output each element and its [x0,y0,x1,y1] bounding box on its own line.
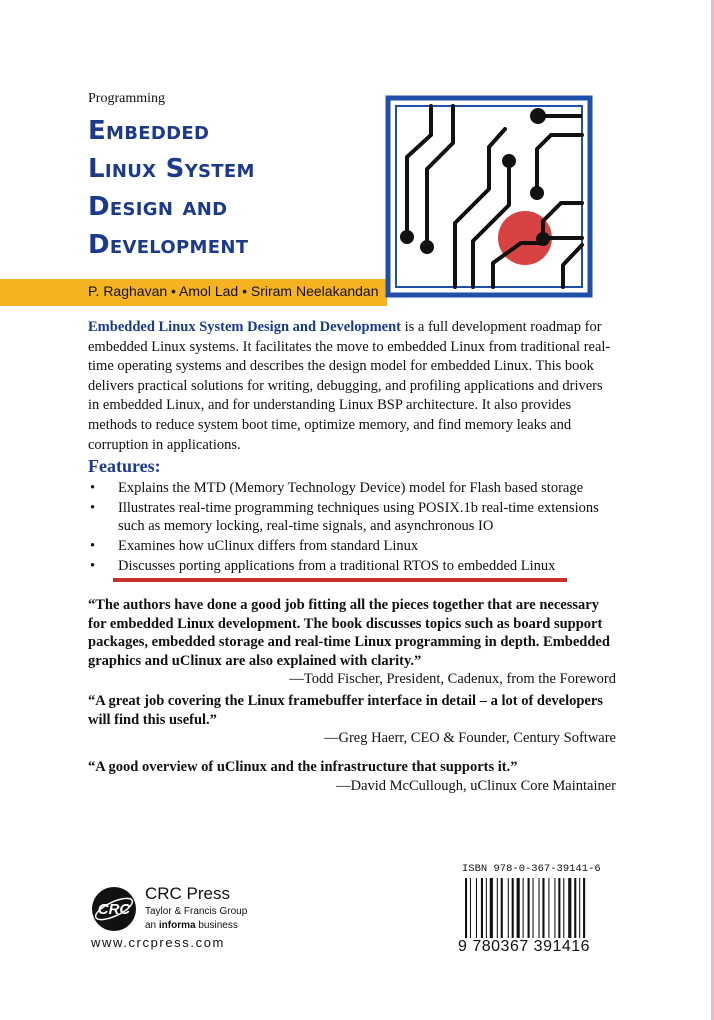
title-line: Linux System [88,154,255,184]
review-quote [88,758,616,795]
quote-attribution: —David McCullough, uClinux Core Maintainer [336,777,616,794]
bullet-icon: • [90,558,96,574]
crc-logo-icon [91,886,137,932]
feature-text: Illustrates real-time programming techniques using POSIX.1b real-time extensions such as memory locking, real-time signals, and asynchronous IO [118,500,599,534]
quote-text: “The authors have done a good job fitting all the pieces together that are necessary for embedded Linux development. The book discusses topics such as board support packages, embedded storage and real-time Linux programming in depth. Embedded graphics and uClinux are also explained with clarity.” [88,597,610,669]
book-category: Programming [88,91,165,106]
description-body: is a full development roadmap for embedded Linux systems. It facilitates the move to embedded Linux from traditional real-time operating systems and describes the design model for embedded Linux. This book delivers practical solutions for writing, debugging, and profiling applications and drivers in embedded Linux, and for understanding Linux BSP architecture. It also provides methods to reduce system boot time, optimize memory, and find memory leaks and corruption in applications. [88,319,611,453]
quote-text: “A great job covering the Linux framebuffer interface in detail – a lot of developers will find this useful.” [88,693,603,728]
description-lead: Embedded Linux System Design and Development [88,319,401,335]
title-line: Development [88,230,249,260]
publisher-url: www.crcpress.com [91,935,225,950]
isbn-digits: 9 780367 391416 [458,938,591,955]
review-quote [88,596,616,689]
crc-logo-text: CRC [97,901,131,918]
circuit-artwork [385,95,593,298]
publisher-group: Taylor & Francis Group [145,906,248,917]
feature-item [88,537,628,555]
bullet-icon: • [90,538,96,554]
isbn-barcode-block [452,862,620,967]
feature-text: Explains the MTD (Memory Technology Device) model for Flash based storage [118,480,584,496]
quote-attribution: —Greg Haerr, CEO & Founder, Century Software [324,730,616,747]
features-heading: Features: [88,456,161,476]
features-list [88,479,628,577]
feature-item [88,557,628,575]
title-line: Embedded [88,116,210,146]
quote-text: “A good overview of uClinux and the infrastructure that supports it.” [88,759,518,775]
publisher-informa: an informa business [145,920,238,931]
book-authors: P. Raghavan • Amol Lad • Sriram Neelakandan [88,283,379,299]
book-description [88,318,616,455]
book-title [88,112,255,264]
feature-text: Discusses porting applications from a traditional RTOS to embedded Linux [118,558,556,574]
bullet-icon: • [90,480,96,496]
feature-item [88,499,628,535]
isbn-label: ISBN 978-0-367-39141-6 [462,863,601,875]
bullet-icon: • [90,500,96,516]
title-line: Design and [88,192,228,222]
publisher-block [88,883,308,953]
review-quote [88,692,616,748]
publisher-name: CRC Press [145,884,231,903]
section-divider [113,578,567,582]
feature-item [88,479,628,497]
quote-attribution: —Todd Fischer, President, Cadenux, from the Foreword [289,671,616,688]
feature-text: Examines how uClinux differs from standard Linux [118,538,419,554]
